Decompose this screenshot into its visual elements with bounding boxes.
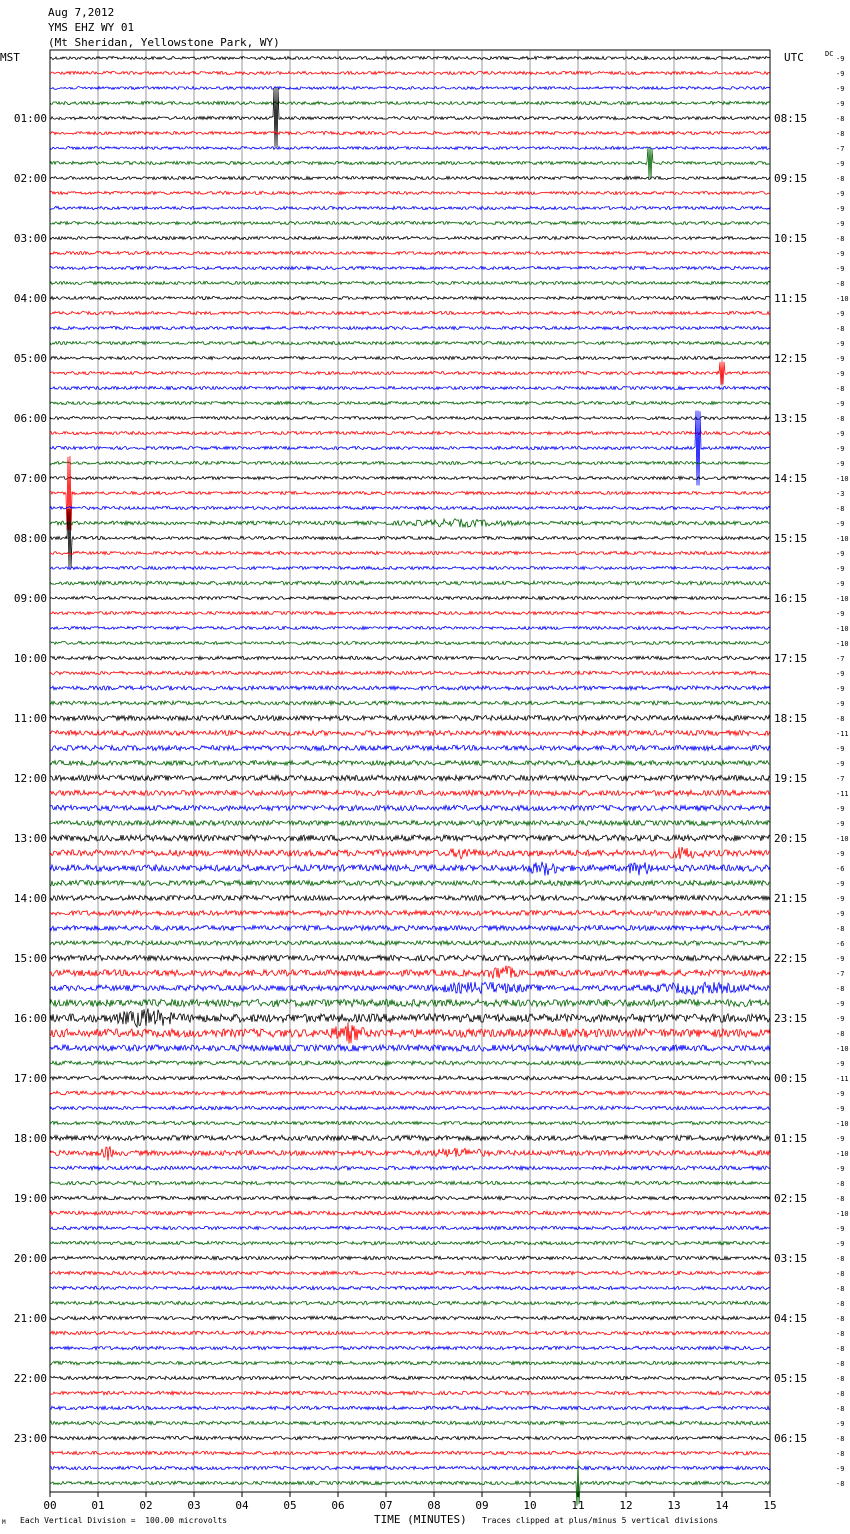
dc-offset-label: -10 (836, 1120, 849, 1128)
dc-offset-label: -10 (836, 1150, 849, 1158)
seismic-trace (50, 611, 770, 614)
mst-hour-label: 18:00 (13, 1132, 47, 1145)
utc-hour-label: 05:15 (774, 1372, 808, 1385)
mst-hour-label: 06:00 (13, 412, 47, 425)
dc-offset-label: -8 (836, 715, 845, 723)
dc-offset-label: -9 (836, 340, 845, 348)
seismic-trace (50, 1271, 770, 1275)
seismic-trace (50, 910, 770, 915)
dc-offset-label: -10 (836, 295, 849, 303)
seismic-trace (50, 506, 770, 509)
dc-offset-label: -9 (836, 370, 845, 378)
dc-offset-label: -9 (836, 910, 845, 918)
seismic-trace (50, 1045, 770, 1051)
dc-offset-label: -8 (836, 985, 845, 993)
utc-hour-label: 09:15 (774, 172, 808, 185)
dc-offset-label: -8 (836, 1285, 845, 1293)
dc-offset-label: -9 (836, 1060, 845, 1068)
trace-layer (50, 56, 770, 1505)
dc-offset-label: -9 (836, 220, 845, 228)
dc-offset-label: -9 (836, 430, 845, 438)
seismic-trace (50, 1286, 770, 1290)
dc-offset-label: -8 (836, 1330, 845, 1338)
utc-axis-title: UTC (784, 51, 804, 64)
seismic-trace (50, 641, 770, 644)
seismic-trace (50, 1022, 770, 1043)
x-tick-label: 06 (331, 1499, 345, 1512)
seismic-trace (50, 362, 770, 385)
station-label: YMS EHZ WY 01 (48, 21, 135, 34)
mst-hour-label: 14:00 (13, 892, 47, 905)
dc-offset-label: -9 (836, 265, 845, 273)
seismic-trace (50, 101, 770, 104)
grid-layer (50, 50, 770, 1497)
date-label: Aug 7,2012 (48, 6, 115, 19)
seismic-trace (50, 147, 770, 150)
x-tick-label: 04 (235, 1499, 249, 1512)
dc-offset-label: -8 (836, 1390, 845, 1398)
seismic-trace (50, 266, 770, 269)
seismic-trace (50, 1451, 770, 1455)
utc-hour-label: 11:15 (774, 292, 808, 305)
dc-offset-label: -10 (836, 625, 849, 633)
mst-hour-label: 16:00 (13, 1012, 47, 1025)
mst-axis-title: MST (0, 51, 20, 64)
seismic-trace (50, 416, 770, 419)
dc-offset-label: -8 (836, 1450, 845, 1458)
dc-offset-label: -9 (836, 70, 845, 78)
dc-offset-label: -9 (836, 805, 845, 813)
x-tick-label: 01 (91, 1499, 105, 1512)
dc-offset-label: -8 (836, 235, 845, 243)
mst-hour-label: 02:00 (13, 172, 47, 185)
utc-hour-label: 15:15 (774, 532, 808, 545)
seismic-trace (50, 401, 770, 404)
seismic-trace (50, 790, 770, 795)
seismic-trace (50, 519, 770, 527)
dc-offset-label: -9 (836, 205, 845, 213)
seismic-trace (50, 1316, 770, 1320)
seismic-trace (50, 1091, 770, 1095)
seismic-trace (50, 176, 770, 179)
dc-offset-label: -8 (836, 280, 845, 288)
seismic-trace (50, 955, 770, 960)
dc-offset-label: -9 (836, 700, 845, 708)
utc-hour-label: 22:15 (774, 952, 808, 965)
seismic-trace (50, 626, 770, 629)
mst-hour-label: 17:00 (13, 1072, 47, 1085)
utc-hour-label: 13:15 (774, 412, 808, 425)
utc-hour-label: 12:15 (774, 352, 808, 365)
seismic-trace (50, 761, 770, 766)
dc-offset-label: -9 (836, 250, 845, 258)
dc-offset-label: -10 (836, 1210, 849, 1218)
dc-offset-label: -8 (836, 415, 845, 423)
seismic-trace (50, 581, 770, 585)
dc-offset-label: -9 (836, 670, 845, 678)
mst-hour-label: 22:00 (13, 1372, 47, 1385)
seismic-trace (50, 982, 770, 995)
mst-hour-label: 03:00 (13, 232, 47, 245)
dc-offset-label: -9 (836, 1465, 845, 1473)
seismic-trace (50, 1135, 770, 1140)
mst-hour-label: 19:00 (13, 1192, 47, 1205)
seismic-trace (50, 775, 770, 780)
mst-hour-label: 11:00 (13, 712, 47, 725)
dc-offset-label: -9 (836, 160, 845, 168)
utc-hour-label: 01:15 (774, 1132, 808, 1145)
dc-offset-label: -8 (836, 1435, 845, 1443)
dc-offset-label: -10 (836, 640, 849, 648)
x-tick-label: 00 (43, 1499, 57, 1512)
dc-offset-label: -8 (836, 505, 845, 513)
dc-offset-label: -8 (836, 1315, 845, 1323)
seismic-trace (50, 1301, 770, 1305)
seismic-trace (50, 895, 770, 900)
dc-offset-label: -9 (836, 565, 845, 573)
seismic-trace (50, 87, 770, 90)
mst-hour-label: 21:00 (13, 1312, 47, 1325)
seismic-trace (50, 671, 770, 675)
dc-offset-label: -9 (836, 85, 845, 93)
mst-hour-label: 13:00 (13, 832, 47, 845)
seismic-trace (50, 1331, 770, 1335)
x-tick-label: 11 (571, 1499, 585, 1512)
dc-offset-label: -9 (836, 1420, 845, 1428)
seismic-trace (50, 880, 770, 885)
seismic-trace (50, 999, 770, 1006)
seismic-trace (50, 56, 770, 59)
dc-offset-label: -9 (836, 895, 845, 903)
seismic-trace (50, 1436, 770, 1440)
seismic-trace (50, 386, 770, 389)
seismic-trace (50, 820, 770, 825)
seismic-trace (50, 1076, 770, 1080)
mst-hour-label: 15:00 (13, 952, 47, 965)
dc-axis-title: DC (825, 50, 834, 58)
seismic-trace (50, 71, 770, 74)
dc-offset-label: -8 (836, 1480, 845, 1488)
utc-hour-label: 20:15 (774, 832, 808, 845)
dc-offset-label: -10 (836, 835, 849, 843)
seismic-trace (50, 1376, 770, 1380)
dc-offset-label: -9 (836, 580, 845, 588)
seismic-trace (50, 1226, 770, 1230)
x-tick-label: 13 (667, 1499, 681, 1512)
x-tick-label: 08 (427, 1499, 441, 1512)
seismic-trace (50, 147, 770, 180)
mst-hour-label: 20:00 (13, 1252, 47, 1265)
mst-hour-label: 12:00 (13, 772, 47, 785)
seismic-trace (50, 191, 770, 194)
x-tick-label: 15 (763, 1499, 777, 1512)
dc-offset-label: -8 (836, 1405, 845, 1413)
dc-offset-label: -8 (836, 1195, 845, 1203)
mst-hour-label: 09:00 (13, 592, 47, 605)
seismic-trace (50, 236, 770, 239)
seismic-trace (50, 1196, 770, 1200)
seismic-trace (50, 1166, 770, 1170)
dc-offset-label: -9 (836, 1000, 845, 1008)
seismic-trace (50, 281, 770, 284)
seismic-trace (50, 131, 770, 134)
utc-hour-label: 03:15 (774, 1252, 808, 1265)
seismic-trace (50, 1061, 770, 1065)
seismic-trace (50, 1106, 770, 1110)
dc-offset-label: -8 (836, 385, 845, 393)
dc-offset-label: -11 (836, 1075, 849, 1083)
seismic-trace (50, 456, 770, 530)
dc-offset-label: -9 (836, 1090, 845, 1098)
utc-hour-label: 17:15 (774, 652, 808, 665)
seismic-trace (50, 1391, 770, 1395)
vertical-scale-note: Each Vertical Division = 100.00 microvolts (20, 1516, 228, 1525)
seismic-trace (50, 1146, 770, 1160)
utc-hour-label: 04:15 (774, 1312, 808, 1325)
dc-offset-label: -9 (836, 880, 845, 888)
dc-offset-label: -9 (836, 550, 845, 558)
dc-offset-label: -7 (836, 145, 845, 153)
label-layer (14, 55, 849, 1512)
dc-offset-label: -9 (836, 1105, 845, 1113)
dc-offset-label: -9 (836, 1240, 845, 1248)
dc-offset-label: -11 (836, 790, 849, 798)
seismic-trace (50, 296, 770, 299)
utc-hour-label: 10:15 (774, 232, 808, 245)
dc-offset-label: -8 (836, 1360, 845, 1368)
dc-offset-label: -11 (836, 730, 849, 738)
seismic-trace (50, 941, 770, 945)
seismic-trace (50, 551, 770, 554)
seismic-trace (50, 966, 770, 979)
seismic-trace (50, 461, 770, 464)
seismic-trace (50, 566, 770, 569)
utc-hour-label: 06:15 (774, 1432, 808, 1445)
seismic-trace (50, 701, 770, 705)
dc-offset-label: -8 (836, 925, 845, 933)
mst-hour-label: 10:00 (13, 652, 47, 665)
dc-offset-label: -6 (836, 865, 845, 873)
dc-offset-label: -8 (836, 175, 845, 183)
x-tick-label: 07 (379, 1499, 393, 1512)
dc-offset-label: -9 (836, 355, 845, 363)
dc-offset-label: -9 (836, 1135, 845, 1143)
mst-hour-label: 08:00 (13, 532, 47, 545)
seismic-trace (50, 206, 770, 209)
seismic-trace (50, 1121, 770, 1125)
dc-offset-label: -10 (836, 595, 849, 603)
seismic-trace (50, 1421, 770, 1425)
seismic-trace (50, 835, 770, 841)
dc-offset-label: -9 (836, 400, 845, 408)
mst-hour-label: 04:00 (13, 292, 47, 305)
dc-offset-label: -9 (836, 760, 845, 768)
seismic-trace (50, 805, 770, 810)
dc-offset-label: -9 (836, 190, 845, 198)
utc-hour-label: 19:15 (774, 772, 808, 785)
dc-offset-label: -9 (836, 310, 845, 318)
seismic-trace (50, 730, 770, 735)
dc-offset-label: -8 (836, 1180, 845, 1188)
seismic-trace (50, 1406, 770, 1410)
seismic-trace (50, 1256, 770, 1260)
seismic-trace (50, 1181, 770, 1185)
seismic-trace (50, 356, 770, 359)
utc-hour-label: 23:15 (774, 1012, 808, 1025)
seismic-trace (50, 341, 770, 344)
dc-offset-label: -9 (836, 955, 845, 963)
location-label: (Mt Sheridan, Yellowstone Park, WY) (48, 36, 280, 49)
dc-offset-label: -9 (836, 445, 845, 453)
x-tick-label: 10 (523, 1499, 537, 1512)
dc-offset-label: -10 (836, 1045, 849, 1053)
seismic-trace (50, 1211, 770, 1215)
x-tick-label: 14 (715, 1499, 729, 1512)
seismic-trace (50, 1361, 770, 1365)
dc-offset-label: -9 (836, 745, 845, 753)
seismic-trace (50, 221, 770, 224)
clip-note: Traces clipped at plus/minus 5 vertical divisions (482, 1516, 719, 1525)
x-tick-label: 09 (475, 1499, 489, 1512)
seismic-trace (50, 1346, 770, 1350)
seismic-trace (50, 847, 770, 859)
seismic-trace (50, 326, 770, 329)
dc-offset-label: -9 (836, 1165, 845, 1173)
utc-hour-label: 16:15 (774, 592, 808, 605)
dc-offset-label: -9 (836, 1225, 845, 1233)
dc-offset-label: -8 (836, 1270, 845, 1278)
seismic-trace (50, 686, 770, 690)
seismic-trace (50, 311, 770, 314)
dc-offset-label: -6 (836, 940, 845, 948)
x-tick-label: 12 (619, 1499, 633, 1512)
seismic-trace (50, 476, 770, 479)
dc-offset-label: -7 (836, 775, 845, 783)
mst-hour-label: 05:00 (13, 352, 47, 365)
dc-offset-label: -9 (836, 460, 845, 468)
dc-offset-label: -9 (836, 100, 845, 108)
mst-hour-label: 01:00 (13, 112, 47, 125)
seismic-trace (50, 596, 770, 599)
dc-offset-label: -9 (836, 1015, 845, 1023)
seismic-trace (50, 87, 770, 147)
plot-frame (50, 50, 770, 1492)
seismic-trace (50, 925, 770, 930)
seismic-trace (50, 862, 770, 876)
dc-offset-label: -10 (836, 475, 849, 483)
dc-offset-label: -8 (836, 1255, 845, 1263)
x-tick-label: 02 (139, 1499, 153, 1512)
dc-offset-label: -9 (836, 520, 845, 528)
dc-offset-label: -8 (836, 325, 845, 333)
dc-offset-label: -9 (836, 610, 845, 618)
utc-hour-label: 21:15 (774, 892, 808, 905)
dc-offset-label: -8 (836, 115, 845, 123)
seismic-trace (50, 431, 770, 434)
dc-offset-label: -8 (836, 130, 845, 138)
dc-offset-label: -10 (836, 535, 849, 543)
dc-offset-label: -7 (836, 655, 845, 663)
dc-offset-label: -9 (836, 850, 845, 858)
seismic-trace (50, 509, 770, 568)
seismic-trace (50, 1009, 770, 1028)
dc-offset-label: -9 (836, 820, 845, 828)
seismic-trace (50, 251, 770, 254)
x-axis-title: TIME (MINUTES) (374, 1513, 467, 1526)
dc-offset-label: -8 (836, 1345, 845, 1353)
seismic-trace (50, 715, 770, 720)
footer-mark: M (2, 1519, 6, 1526)
mst-hour-label: 07:00 (13, 472, 47, 485)
seismic-trace (50, 411, 770, 486)
utc-hour-label: 18:15 (774, 712, 808, 725)
utc-hour-label: 08:15 (774, 112, 808, 125)
mst-hour-label: 23:00 (13, 1432, 47, 1445)
seismic-trace (50, 745, 770, 750)
utc-hour-label: 02:15 (774, 1192, 808, 1205)
seismic-trace (50, 1241, 770, 1245)
utc-hour-label: 00:15 (774, 1072, 808, 1085)
dc-offset-label: -9 (836, 685, 845, 693)
dc-offset-label: -8 (836, 1300, 845, 1308)
dc-offset-label: -8 (836, 1030, 845, 1038)
utc-hour-label: 14:15 (774, 472, 808, 485)
x-tick-label: 03 (187, 1499, 201, 1512)
seismic-trace (50, 1460, 770, 1506)
dc-offset-label: -7 (836, 970, 845, 978)
seismic-trace (50, 1466, 770, 1470)
seismic-trace (50, 656, 770, 660)
dc-offset-label: -3 (836, 490, 845, 498)
dc-offset-label: -9 (836, 55, 845, 63)
dc-offset-label: -8 (836, 1375, 845, 1383)
x-tick-label: 05 (283, 1499, 297, 1512)
